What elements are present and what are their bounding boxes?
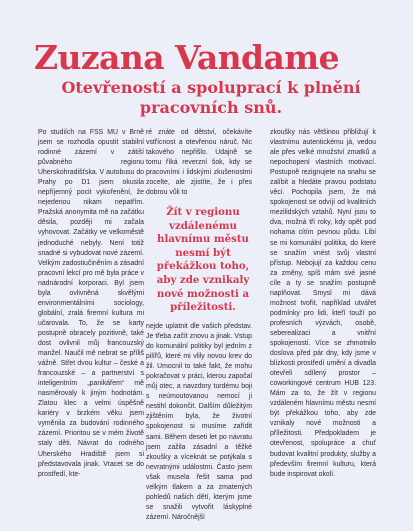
article-column-2-bottom: nejde uplatnit dle vašich představ. Je třeba začít znovu a jinak. Vstup do komunální politiky byl jedním z pilířů, které mi vlily novou krev do žil. Umocnil to také fakt, že mohu pokračovat v práci, kterou započal můj otec, a navzdory turdému boji s neúmoutovanou nemocí ji nestihl dokončit. Dalším důležitým zjištěním byla, že životní spokojenost si musíme zařídit sami. Během deseti let po návratu jsem zažila zásadní a těžké zkoušky a víceknát se potýkala s nevratnými událostmi. Často jsem však musela řešit sama pod velkým tlakem a za zmatených pohledů našich dětí, kterým jsme se snažili vytvořit láskyplné zázemí. Náročnější — [146, 323, 252, 521]
article-title: Zuzana Vandame — [34, 38, 339, 77]
article-column-2-top: ré znáte od dětství, očekávíte vstřícnost a otevřenou náruč. Nic takového nepřišlo. Údajně se tomu říká reverzní šok, kdy se pracovními i lidskými zkušenostmi zocelte, ale zjistíte, že i přes dobrou vůli to — [146, 129, 252, 197]
pull-quote: Žít v regionu vzdálenému hlavnímu městu nesmí být překážkou toho, aby zde vznikaly nové možnosti a příležitosti. — [156, 206, 250, 314]
article-column-1: Po studiích na FSS MU v Brně jsem se rozhodla opustit stabilní rodinné zázemí v zátiší půvabného regionu Uherskohradišťska. V autobusu do Prahy po D1 jsem okusila nepříjemný pocit vykořenění, že nejedenou nikam nepatřím. Pražská anonymita mě na začátku děsila, později mi začala vyhovovat. Začátky ve velkoměstě jednoduché nebyly. Není totiž snadné si vybudovat nové zázemí. Velkým zadostiučiněním a zásadní pracovní lekcí pro mě byla práce v nadnárodní korporaci. Byl jsem byla ovlivněná skvělými environmentálními sociology, globální, zralá firemní kultura mi učarovala. To, že se karty postupně obracely pozitivně, také dost ovlivnil můj francouzský manžel. Naučil mě nebrat se příliš vážně. Střet dvou kultur – české a francouzské – a partnerství s inteligentním „panikářem“ mě nasměrovaly k jiným hodnotám. Zlatou klec a velmi úspěšně kariéry v brzkém věku jsem vyměnila za budování rodinného zázemí. Prioritou se v mém životě staly děti. Návrat do rodného Uherského Hradiště jsem si představovala jinak. Vracet se do prostředí, kte- — [38, 129, 145, 478]
article-subtitle: Otevřeností a spoluprací k plnění pracovních snů. — [61, 78, 361, 117]
article-column-3: zkoušky nás většinou přibližují k vlastnímu autentickému já, vedou ale přes velké množství zmatků a nepochopení vlastních motivací. Postupně rezignujete na snahu se zalíbit a hledáte pravou podstatu věcí. Pochopila jsem, že má spokojenost se odvíjí od kvalitních mezilidských vztahů. Nyní jsou to dva, možná tři roky, kdy opět pod nohama cítím pevnou půdu. Líbí se mi komunální politika, do které se snažím vnést svůj vlastní přístup. Nebojují za každou cenu za změny, spíš mám své jasné cíle a ty se snažím postupně naplňovat. Smysl mi dává možnost tvořit, například utvářet podmínky pro lidi, kteří touží po profesních výzvách, osobě, seberealizaci a vnitřní spokojenosti. Více se zhmotnilo doslova před pár dny, kdy jsme v blízkosti prostředí umění a divadla otevřeli sdílený prostor – coworkingové centrum HUB 123. Mám za to, že žít v regionu vzdáleném hlavnímu městu nesmí být překážkou toho, aby zde vznikaly nové možnosti a příležitosti. Předpokladem je otevřenost, spolupráce a chuť budovat kvalitní produkty, služby a především firemní kulturu, která bude inspirovat okolí. — [270, 129, 376, 478]
